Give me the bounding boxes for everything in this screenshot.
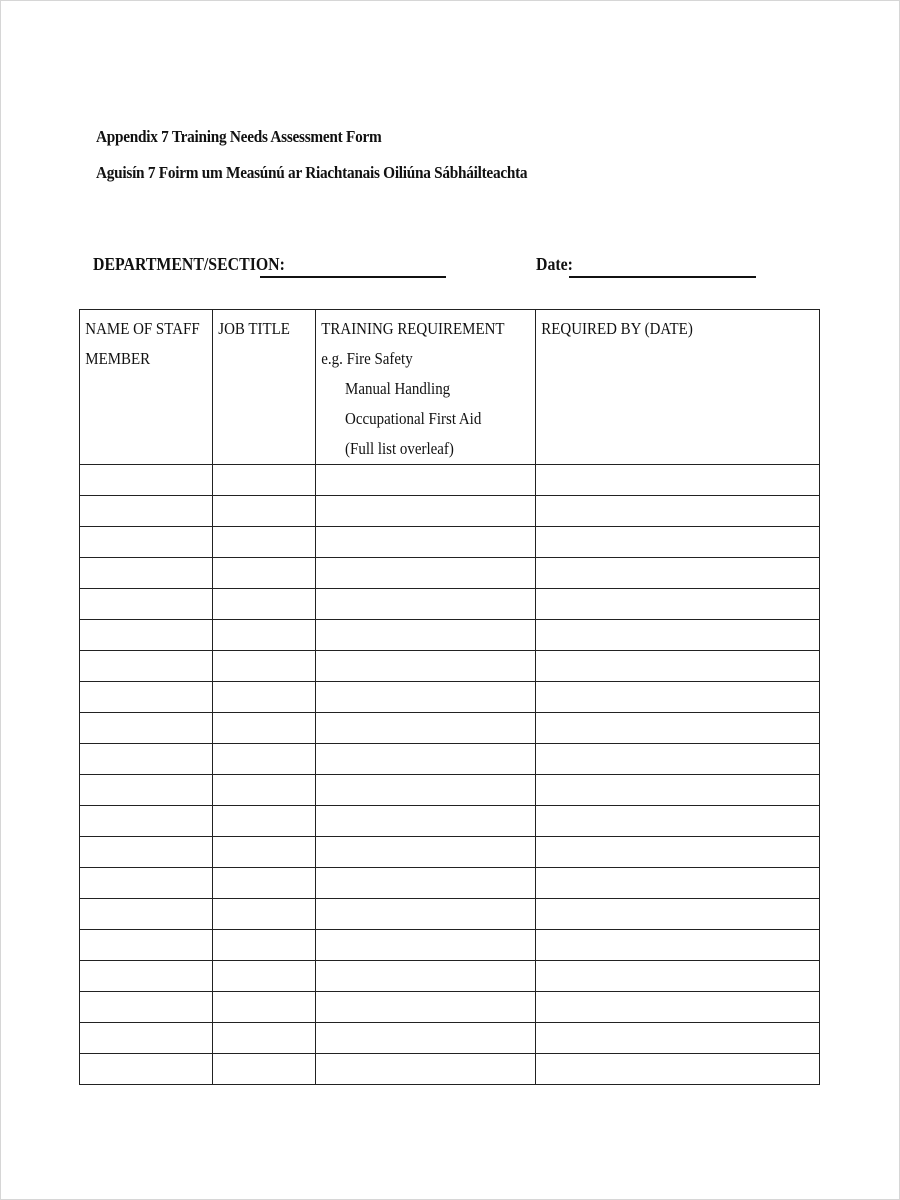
training-requirement-cell[interactable]: [316, 1023, 536, 1054]
training-requirement-cell[interactable]: [316, 682, 536, 713]
required-by-cell[interactable]: [536, 682, 820, 713]
training-requirement-cell[interactable]: [316, 651, 536, 682]
job-title-cell[interactable]: [213, 806, 316, 837]
staff-name-cell[interactable]: [80, 961, 213, 992]
staff-name-cell[interactable]: [80, 744, 213, 775]
required-by-cell[interactable]: [536, 744, 820, 775]
required-by-cell[interactable]: [536, 527, 820, 558]
job-title-cell[interactable]: [213, 744, 316, 775]
staff-name-cell[interactable]: [80, 589, 213, 620]
training-requirement-cell[interactable]: [316, 806, 536, 837]
job-title-cell[interactable]: [213, 992, 316, 1023]
date-label: Date:: [536, 254, 573, 274]
table-row: [80, 1054, 820, 1085]
job-title-cell[interactable]: [213, 713, 316, 744]
job-title-cell[interactable]: [213, 527, 316, 558]
staff-name-cell[interactable]: [80, 465, 213, 496]
table-header-row: [80, 310, 820, 465]
training-requirement-cell[interactable]: [316, 899, 536, 930]
job-title-cell[interactable]: [213, 682, 316, 713]
training-requirement-cell[interactable]: [316, 620, 536, 651]
table-row: [80, 527, 820, 558]
required-by-cell[interactable]: [536, 1023, 820, 1054]
table-row: [80, 868, 820, 899]
required-by-cell[interactable]: [536, 620, 820, 651]
job-title-cell[interactable]: [213, 961, 316, 992]
staff-name-cell[interactable]: [80, 496, 213, 527]
required-by-cell[interactable]: [536, 868, 820, 899]
staff-name-cell[interactable]: [80, 713, 213, 744]
table-row: [80, 558, 820, 589]
table-row: [80, 620, 820, 651]
required-by-cell[interactable]: [536, 899, 820, 930]
required-by-cell[interactable]: [536, 992, 820, 1023]
training-requirement-cell[interactable]: [316, 465, 536, 496]
job-title-cell[interactable]: [213, 589, 316, 620]
table-row: [80, 589, 820, 620]
required-by-cell[interactable]: [536, 496, 820, 527]
training-example: e.g. Fire Safety: [321, 349, 413, 368]
training-requirement-cell[interactable]: [316, 1054, 536, 1085]
staff-name-cell[interactable]: [80, 651, 213, 682]
staff-name-cell[interactable]: [80, 930, 213, 961]
staff-name-cell[interactable]: [80, 775, 213, 806]
training-example: Occupational First Aid: [345, 409, 482, 428]
training-requirement-cell[interactable]: [316, 868, 536, 899]
job-title-cell[interactable]: [213, 496, 316, 527]
table-row: [80, 775, 820, 806]
training-requirement-cell[interactable]: [316, 930, 536, 961]
staff-name-cell[interactable]: [80, 806, 213, 837]
table-row: [80, 744, 820, 775]
table-row: [80, 682, 820, 713]
header-job-title: [213, 310, 316, 465]
training-requirement-cell[interactable]: [316, 496, 536, 527]
required-by-cell[interactable]: [536, 589, 820, 620]
job-title-cell[interactable]: [213, 930, 316, 961]
training-requirement-cell[interactable]: [316, 837, 536, 868]
header-training-label: TRAINING REQUIREMENT: [321, 319, 505, 338]
required-by-cell[interactable]: [536, 837, 820, 868]
staff-name-cell[interactable]: [80, 558, 213, 589]
job-title-cell[interactable]: [213, 465, 316, 496]
table-row: [80, 806, 820, 837]
required-by-cell[interactable]: [536, 1054, 820, 1085]
job-title-cell[interactable]: [213, 899, 316, 930]
table-row: [80, 992, 820, 1023]
department-label: DEPARTMENT/SECTION:: [93, 254, 285, 274]
training-requirement-cell[interactable]: [316, 527, 536, 558]
header-staff-name-line1: NAME OF STAFF: [85, 319, 200, 338]
training-requirement-cell[interactable]: [316, 961, 536, 992]
training-requirement-cell[interactable]: [316, 713, 536, 744]
header-staff-name-line2: MEMBER: [85, 349, 151, 368]
table-row: [80, 651, 820, 682]
table-row: [80, 465, 820, 496]
job-title-cell[interactable]: [213, 837, 316, 868]
form-title-english: Appendix 7 Training Needs Assessment Form: [96, 127, 382, 146]
training-requirement-cell[interactable]: [316, 775, 536, 806]
header-job-title-label: JOB TITLE: [218, 319, 290, 338]
training-needs-table: [79, 309, 820, 1085]
staff-name-cell[interactable]: [80, 868, 213, 899]
table-row: [80, 1023, 820, 1054]
table-row: [80, 496, 820, 527]
training-example: Manual Handling: [345, 379, 451, 398]
training-requirement-cell[interactable]: [316, 992, 536, 1023]
required-by-cell[interactable]: [536, 806, 820, 837]
required-by-cell[interactable]: [536, 930, 820, 961]
header-staff-name: [80, 310, 213, 465]
table-row: [80, 713, 820, 744]
required-by-cell[interactable]: [536, 558, 820, 589]
table-row: [80, 961, 820, 992]
required-by-cell[interactable]: [536, 651, 820, 682]
table-body: [80, 465, 820, 1085]
job-title-cell[interactable]: [213, 620, 316, 651]
staff-name-cell[interactable]: [80, 620, 213, 651]
staff-name-cell[interactable]: [80, 837, 213, 868]
department-input-line[interactable]: [260, 276, 446, 278]
staff-name-cell[interactable]: [80, 527, 213, 558]
table-row: [80, 837, 820, 868]
job-title-cell[interactable]: [213, 1054, 316, 1085]
training-requirement-cell[interactable]: [316, 558, 536, 589]
table-row: [80, 899, 820, 930]
staff-name-cell[interactable]: [80, 899, 213, 930]
table-row: [80, 930, 820, 961]
required-by-cell[interactable]: [536, 713, 820, 744]
header-required-by: [536, 310, 820, 465]
required-by-cell[interactable]: [536, 465, 820, 496]
job-title-cell[interactable]: [213, 558, 316, 589]
staff-name-cell[interactable]: [80, 682, 213, 713]
training-requirement-cell[interactable]: [316, 589, 536, 620]
required-by-cell[interactable]: [536, 961, 820, 992]
required-by-cell[interactable]: [536, 775, 820, 806]
job-title-cell[interactable]: [213, 651, 316, 682]
job-title-cell[interactable]: [213, 1023, 316, 1054]
header-required-by-label: REQUIRED BY (DATE): [541, 319, 693, 338]
form-title-irish: Aguisín 7 Foirm um Measúnú ar Riachtanais Oiliúna Sábháilteachta: [96, 163, 528, 182]
date-input-line[interactable]: [569, 276, 756, 278]
staff-name-cell[interactable]: [80, 992, 213, 1023]
header-training-requirement: [316, 310, 536, 465]
job-title-cell[interactable]: [213, 775, 316, 806]
staff-name-cell[interactable]: [80, 1023, 213, 1054]
training-requirement-cell[interactable]: [316, 744, 536, 775]
job-title-cell[interactable]: [213, 868, 316, 899]
staff-name-cell[interactable]: [80, 1054, 213, 1085]
training-example: (Full list overleaf): [345, 439, 454, 458]
